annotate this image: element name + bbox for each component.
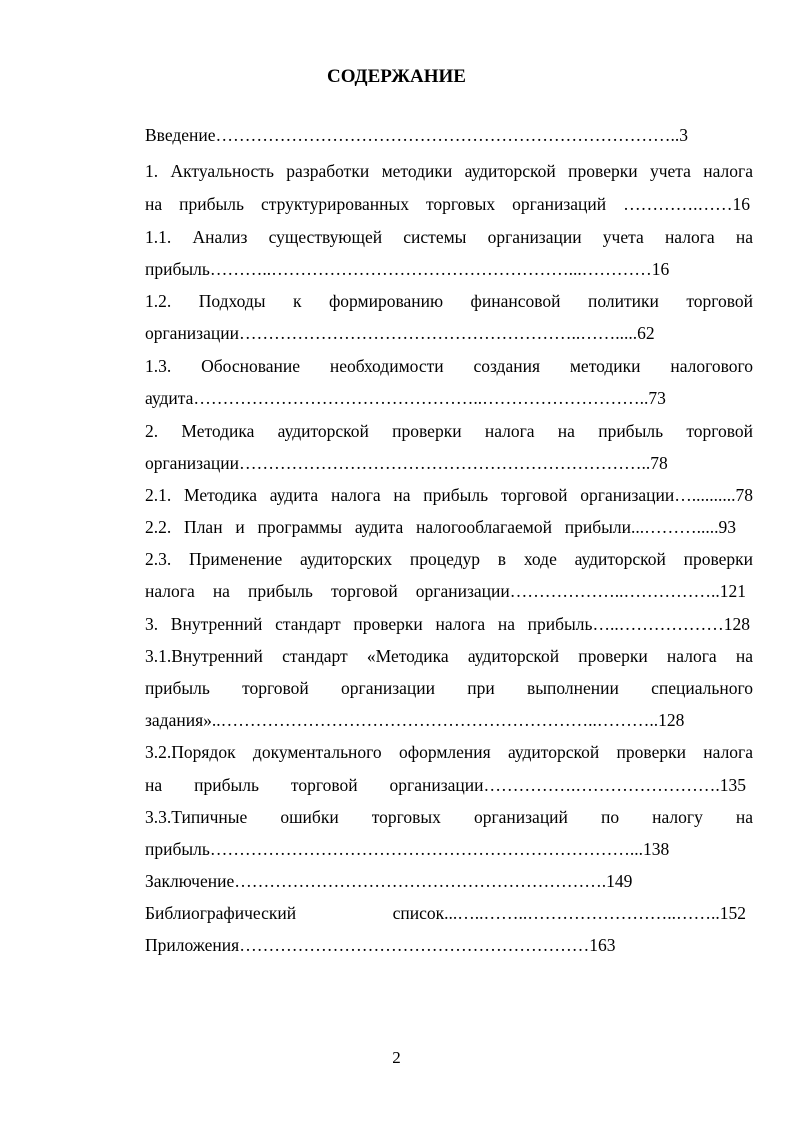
- toc-entry-3-1-line3: задания»..………………………………………………………..………..128: [145, 710, 685, 730]
- toc-entry-3-2-line1: 3.2.Порядок документального оформления аудиторской проверки налога: [145, 742, 753, 762]
- toc-entry-3-3-line1: 3.3.Типичные ошибки торговых организаций по налогу на: [145, 807, 753, 827]
- toc-entry-2-3-line1: 2.3. Применение аудиторских процедур в ходе аудиторской проверки: [145, 549, 753, 569]
- toc-entry-2-2: 2.2. План и программы аудита налогооблагаемой прибыли...……….....93: [145, 517, 736, 537]
- toc-entry-intro: Введение……………………………………………………………………..3: [145, 125, 689, 145]
- toc-entry-1-3-line2: аудита…………………………………………..………………………..73: [145, 388, 666, 408]
- toc-entry-bibliography: Библиографический список...…..……..……………………..……..152: [145, 903, 746, 923]
- toc-entry-2-line1: 2. Методика аудиторской проверки налога на прибыль торговой: [145, 421, 753, 441]
- toc-entry-appendix: Приложения……………………………………………………163: [145, 935, 616, 955]
- toc-entry-2-1: 2.1. Методика аудита налога на прибыль торговой организации…..........78: [145, 485, 753, 505]
- toc-entry-1-1-line2: прибыль………..……………………………………………...…………16: [145, 259, 670, 279]
- toc-entry-3: 3. Внутренний стандарт проверки налога на прибыль…..………………128: [145, 614, 750, 634]
- toc-entry-2-3-line2: налога на прибыль торговой организации………………..……………..121: [145, 581, 746, 601]
- toc-entry-2-line2: организации……………………………………………………………..78: [145, 453, 668, 473]
- toc-entry-1-1-line1: 1.1. Анализ существующей системы организации учета налога на: [145, 227, 753, 247]
- toc-entry-3-3-line2: прибыль………………………………………………………………...138: [145, 839, 670, 859]
- toc-entry-1-3-line1: 1.3. Обоснование необходимости создания методики налогового: [145, 356, 753, 376]
- toc-entry-1-line1: 1. Актуальность разработки методики аудиторской проверки учета налога: [145, 161, 753, 181]
- page-number: 2: [392, 1048, 401, 1067]
- toc-entry-3-1-line1: 3.1.Внутренний стандарт «Методика аудиторской проверки налога на: [145, 646, 753, 666]
- toc-entry-3-2-line2: на прибыль торговой организации…………….…………………….135: [145, 775, 746, 795]
- toc-entry-conclusion: Заключение……………………………………………………….149: [145, 871, 633, 891]
- page-title: СОДЕРЖАНИЕ: [327, 66, 466, 87]
- toc-entry-1-2-line1: 1.2. Подходы к формированию финансовой политики торговой: [145, 291, 753, 311]
- toc-entry-3-1-line2: прибыль торговой организации при выполнении специального: [145, 678, 753, 698]
- toc-entry-1-line2: на прибыль структурированных торговых организаций ………….……16: [145, 194, 750, 214]
- toc-entry-1-2-line2: организации…………………………………………………..…….....62: [145, 323, 655, 343]
